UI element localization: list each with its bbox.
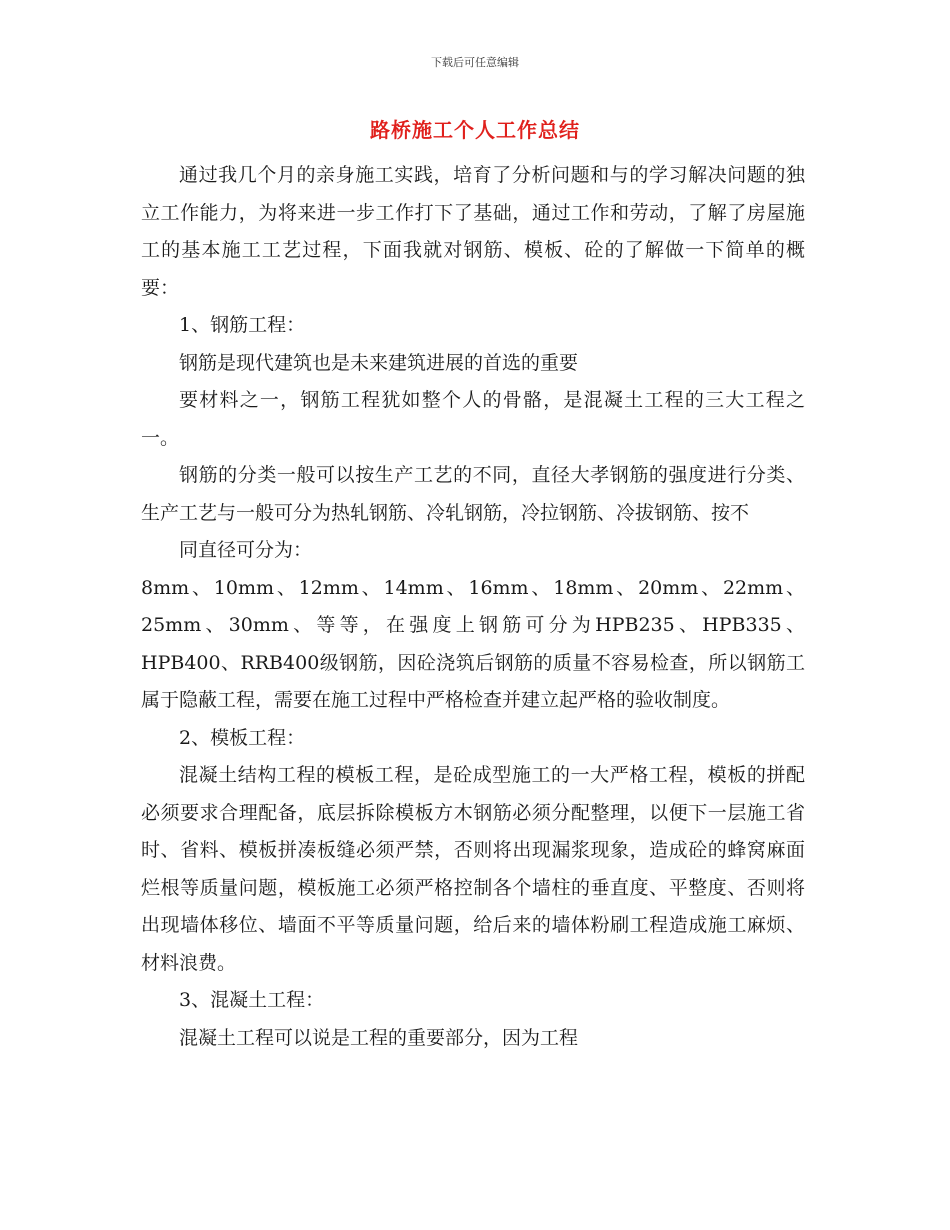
body-paragraph: 混凝土工程可以说是工程的重要部分，因为工程 [179,1026,579,1049]
body-paragraph: 钢筋的分类一般可以按生产工艺的不同，直径大孝钢筋的强度进行分类、生产工艺与一般可分为热轧钢筋、冷轧钢筋，冷拉钢筋、冷拔钢筋、按不 [141,464,805,524]
body-paragraph: 要材料之一，钢筋工程犹如整个人的骨骼，是混凝土工程的三大工程之一。 [141,389,805,449]
body-paragraph: 同直径可分为： [179,539,313,561]
section-heading-concrete: 3、混凝土工程： [179,989,325,1011]
body-paragraph: 混凝土结构工程的模板工程，是砼成型施工的一大严格工程，模板的拼配必须要求合理配备，底层拆除模板方木钢筋必须分配整理，以便下一层施工省时、省料、模板拼凑板缝必须严禁，否则将出现漏浆现象，造成砼的蜂窝麻面烂根等质量问题，模板施工必须严格控制各个墙柱的垂直度、平整度、否则将出现墙体移位、墙面不平等质量问题，给后来的墙体粉刷工程造成施工麻烦、材料浪费。 [141,764,805,974]
body-paragraph: 钢筋是现代建筑也是未来建筑进展的首选的重要 [179,351,579,374]
document-title: 路桥施工个人工作总结 [370,118,580,142]
header-note: 下载后可任意编辑 [431,56,519,69]
intro-paragraph: 通过我几个月的亲身施工实践，培育了分析问题和与的学习解决问题的独立工作能力，为将来进一步工作打下了基础，通过工作和劳动，了解了房屋施工的基本施工工艺过程，下面我就对钢筋、模板、砼的了解做一下简单的概要： [141,164,805,299]
body-paragraph: 8mm、10mm、12mm、14mm、16mm、18mm、20mm、22mm、25mm、30mm、等等，在强度上钢筋可分为HPB235、HPB335、HPB400、RRB400级钢筋，因砼浇筑后钢筋的质量不容易检查，所以钢筋工属于隐蔽工程，需要在施工过程中严格检查并建立起严格的验收制度。 [141,576,805,711]
section-heading-formwork: 2、模板工程： [179,726,306,749]
document-body [141,157,805,1057]
section-heading-rebar: 1、钢筋工程： [179,314,306,336]
